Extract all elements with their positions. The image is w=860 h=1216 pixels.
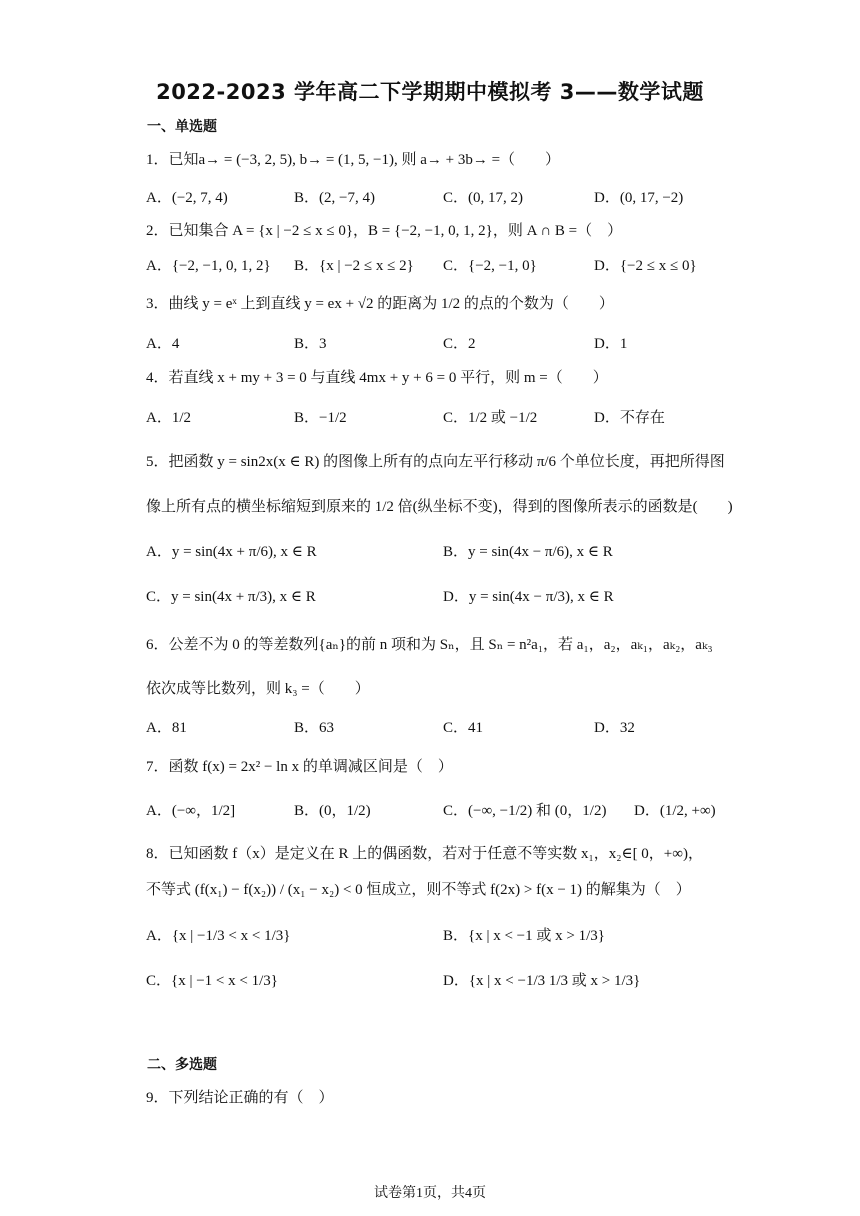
question-6-stem-line-1: 6．公差不为 0 的等差数列{aₙ}的前 n 项和为 Sₙ，且 Sₙ = n²a₁，若 a₁，a₂，aₖ₁，aₖ₂，aₖ₃ [146,637,713,653]
question-5-option-d[interactable]: D．y = sin(4x − π/3), x ∈ R [443,589,614,605]
question-5-option-b[interactable]: B．y = sin(4x − π/6), x ∈ R [443,544,613,560]
question-5-option-c[interactable]: C．y = sin(4x + π/3), x ∈ R [146,589,316,605]
question-6-option-d[interactable]: D．32 [594,720,635,736]
question-3-option-a[interactable]: A．4 [146,336,180,352]
section-multiple-choice: 二、多选题 [147,1057,217,1073]
question-2-option-a[interactable]: A．{−2, −1, 0, 1, 2} [146,258,271,274]
question-5-option-a[interactable]: A．y = sin(4x + π/6), x ∈ R [146,544,317,560]
question-7-option-c[interactable]: C．(−∞, −1/2) 和 (0，1/2) [443,803,607,819]
question-7-option-b[interactable]: B．(0，1/2) [294,803,371,819]
question-8-option-c[interactable]: C．{x | −1 < x < 1/3} [146,973,278,989]
question-4-stem: 4．若直线 x + my + 3 = 0 与直线 4mx + y + 6 = 0 平行，则 m =（ ） [146,370,608,386]
question-9-stem: 9．下列结论正确的有（ ） [146,1090,334,1106]
question-1-option-d[interactable]: D．(0, 17, −2) [594,190,684,206]
question-4-option-d[interactable]: D．不存在 [594,410,665,426]
question-8-stem-line-1: 8．已知函数 f（x）是定义在 R 上的偶函数，若对于任意不等实数 x₁，x₂∈[ 0，+∞)， [146,846,703,862]
question-7-option-d[interactable]: D．(1/2, +∞) [634,803,716,819]
question-6-option-a[interactable]: A．81 [146,720,187,736]
question-1-option-b[interactable]: B．(2, −7, 4) [294,190,375,206]
question-5-stem-line-2: 像上所有点的横坐标缩短到原来的 1/2 倍(纵坐标不变)，得到的图像所表示的函数是( ) [146,499,733,515]
question-2-option-b[interactable]: B．{x | −2 ≤ x ≤ 2} [294,258,414,274]
question-4-option-b[interactable]: B．−1/2 [294,410,347,426]
question-4-option-a[interactable]: A．1/2 [146,410,192,426]
question-3-option-d[interactable]: D．1 [594,336,628,352]
page-title: 2022-2023 学年高二下学期期中模拟考 3——数学试题 [156,80,704,104]
question-3-option-c[interactable]: C．2 [443,336,476,352]
question-8-option-b[interactable]: B．{x | x < −1 或 x > 1/3} [443,928,605,944]
question-6-option-b[interactable]: B．63 [294,720,335,736]
question-7-stem: 7．函数 f(x) = 2x² − ln x 的单调减区间是（ ） [146,759,453,775]
question-2-stem: 2．已知集合 A = {x | −2 ≤ x ≤ 0}，B = {−2, −1, 0, 1, 2}，则 A ∩ B =（ ） [146,223,623,239]
question-5-stem-line-1: 5．把函数 y = sin2x(x ∈ R) 的图像上所有的点向左平行移动 π/6 个单位长度，再把所得图 [146,454,725,470]
question-1-option-c[interactable]: C．(0, 17, 2) [443,190,523,206]
question-1-option-a[interactable]: A．(−2, 7, 4) [146,190,228,206]
question-8-stem-line-2: 不等式 (f(x₁) − f(x₂)) / (x₁ − x₂) < 0 恒成立，则不等式 f(2x) > f(x − 1) 的解集为（ ） [146,882,691,898]
section-single-choice: 一、单选题 [147,119,217,135]
question-2-option-d[interactable]: D．{−2 ≤ x ≤ 0} [594,258,697,274]
question-7-option-a[interactable]: A．(−∞，1/2] [146,803,236,819]
question-3-option-b[interactable]: B．3 [294,336,327,352]
question-3-stem: 3．曲线 y = eˣ 上到直线 y = ex + √2 的距离为 1/2 的点的个数为（ ） [146,296,614,312]
question-6-option-c[interactable]: C．41 [443,720,484,736]
question-8-option-a[interactable]: A．{x | −1/3 < x < 1/3} [146,928,291,944]
question-4-option-c[interactable]: C．1/2 或 −1/2 [443,410,538,426]
question-6-stem-line-2: 依次成等比数列，则 k₃ =（ ） [146,681,370,697]
question-2-option-c[interactable]: C．{−2, −1, 0} [443,258,537,274]
question-1-stem: 1．已知a→ = (−3, 2, 5), b→ = (1, 5, −1), 则 a→ + 3b→ =（ ） [146,152,561,168]
question-8-option-d[interactable]: D．{x | x < −1/3 1/3 或 x > 1/3} [443,973,641,989]
page-footer: 试卷第1页，共4页 [374,1186,486,1201]
